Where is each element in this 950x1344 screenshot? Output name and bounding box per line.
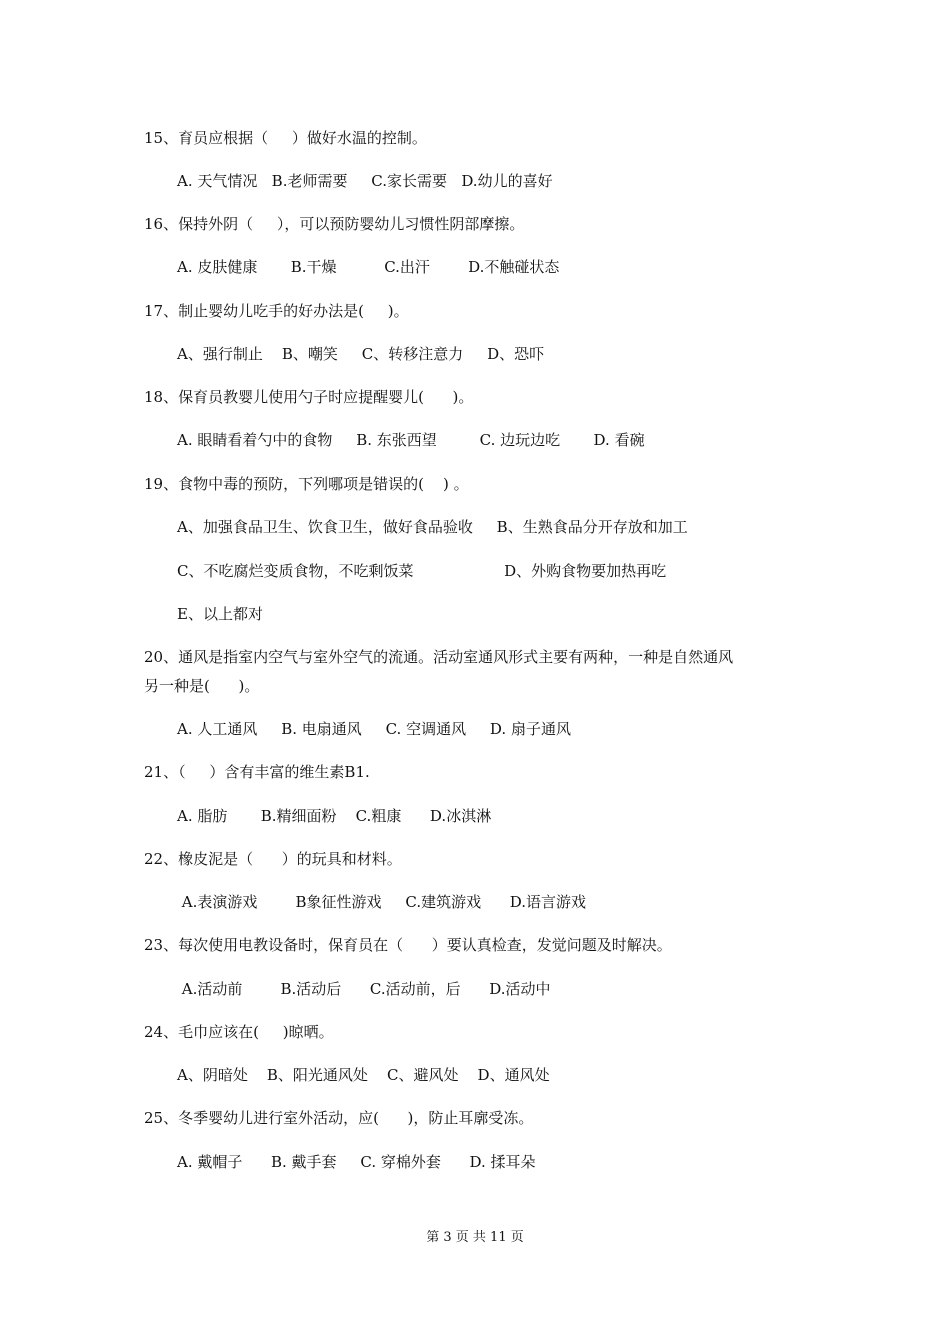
question-20-continued: 另一种是( )。 — [144, 677, 260, 695]
question-23: 23、每次使用电教设备时，保育员在（ ）要认真检查，发觉问题及时解决。 — [144, 936, 672, 954]
options-25: A. 戴帽子 B. 戴手套 C. 穿棉外套 D. 揉耳朵 — [177, 1153, 536, 1171]
options-23: A.活动前 B.活动后 C.活动前，后 D.活动中 — [177, 980, 551, 998]
options-19-e: E、以上都对 — [177, 605, 263, 623]
options-15: A. 天气情况 B.老师需要 C.家长需要 D.幼儿的喜好 — [177, 172, 553, 190]
question-16: 16、保持外阴（ ），可以预防婴幼儿习惯性阴部摩擦。 — [144, 215, 525, 233]
options-19-cd: C、不吃腐烂变质食物，不吃剩饭菜 D、外购食物要加热再吃 — [177, 562, 667, 580]
question-18: 18、保育员教婴儿使用勺子时应提醒婴儿( )。 — [144, 388, 474, 406]
question-20: 20、通风是指室内空气与室外空气的流通。活动室通风形式主要有两种，一种是自然通风 — [144, 648, 734, 666]
options-24: A、阴暗处 B、阳光通风处 C、避风处 D、通风处 — [177, 1066, 550, 1084]
options-17: A、强行制止 B、嘲笑 C、转移注意力 D、恐吓 — [177, 345, 545, 363]
options-16: A. 皮肤健康 B.干燥 C.出汗 D.不触碰状态 — [177, 258, 560, 276]
options-20: A. 人工通风 B. 电扇通风 C. 空调通风 D. 扇子通风 — [177, 720, 571, 738]
question-22: 22、橡皮泥是（ ）的玩具和材料。 — [144, 850, 402, 868]
page-footer: 第 3 页 共 11 页 — [426, 1230, 524, 1245]
question-24: 24、毛巾应该在( )晾晒。 — [144, 1023, 334, 1041]
question-25: 25、冬季婴幼儿进行室外活动，应( )，防止耳廓受冻。 — [144, 1109, 534, 1127]
question-19: 19、食物中毒的预防，下列哪项是错误的( ) 。 — [144, 475, 469, 493]
question-15: 15、育员应根据（ ）做好水温的控制。 — [144, 129, 427, 147]
question-17: 17、制止婴幼儿吃手的好办法是( )。 — [144, 302, 409, 320]
question-21: 21、（ ）含有丰富的维生素B1. — [144, 763, 370, 781]
options-22: A.表演游戏 B象征性游戏 C.建筑游戏 D.语言游戏 — [177, 893, 586, 911]
options-19-ab: A、加强食品卫生、饮食卫生，做好食品验收 B、生熟食品分开存放和加工 — [177, 518, 688, 536]
options-21: A. 脂肪 B.精细面粉 C.粗康 D.冰淇淋 — [177, 807, 492, 825]
options-18: A. 眼睛看着勺中的食物 B. 东张西望 C. 边玩边吃 D. 看碗 — [177, 431, 645, 449]
